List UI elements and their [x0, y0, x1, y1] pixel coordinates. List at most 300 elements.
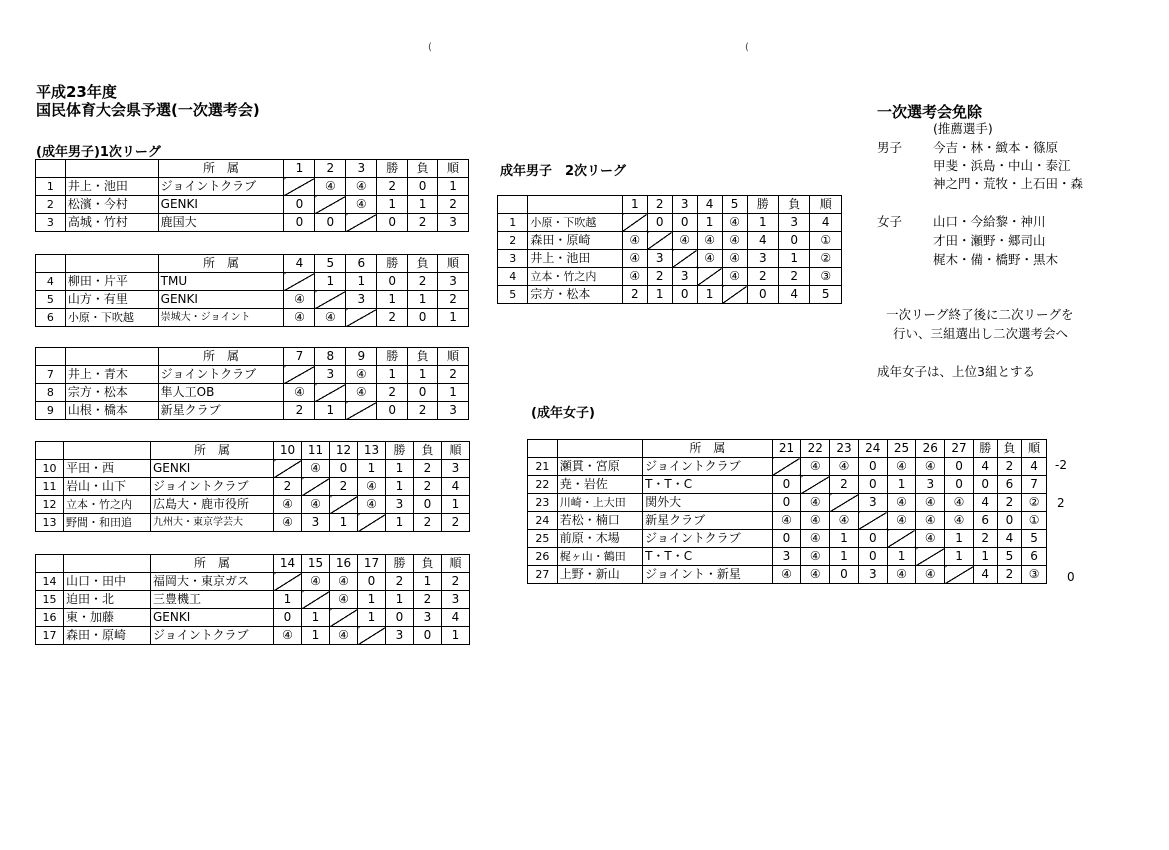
column-header: 勝 [377, 160, 408, 178]
table-row [36, 573, 470, 591]
column-header [36, 255, 66, 273]
score-cell: 1 [358, 460, 386, 478]
score-cell: 0 [647, 214, 672, 232]
club-name: 新星クラブ [643, 512, 772, 530]
diagonal-cell [647, 232, 672, 250]
losses-cell: 3 [779, 214, 810, 232]
diagonal-cell [622, 214, 647, 232]
rank-cell: 2 [438, 291, 469, 309]
club-name: 関外大 [643, 494, 772, 512]
entry-number: 10 [36, 460, 64, 478]
column-header: 順 [1022, 440, 1047, 458]
table-row [36, 366, 469, 384]
score-cell: ④ [887, 512, 916, 530]
score-cell: ④ [346, 178, 377, 196]
table-row [498, 268, 842, 286]
diagonal-cell [945, 566, 974, 584]
score-cell: 3 [647, 250, 672, 268]
entry-number: 26 [528, 548, 558, 566]
pair-name: 柳田・片平 [65, 273, 158, 291]
pair-name: 平田・西 [64, 460, 151, 478]
table-header-row [36, 442, 470, 460]
losses-cell: 5 [997, 548, 1022, 566]
diagonal-cell [315, 196, 346, 214]
column-header: 12 [330, 442, 358, 460]
losses-cell: 2 [997, 494, 1022, 512]
pair-name: 尭・岩佐 [557, 476, 642, 494]
wins-cell: 1 [386, 460, 414, 478]
exempt-men-label: 男子 [877, 140, 903, 155]
table-row [36, 196, 469, 214]
score-cell: 0 [772, 476, 801, 494]
score-cell: ④ [887, 566, 916, 584]
losses-cell: 3 [414, 609, 442, 627]
table-row [36, 496, 470, 514]
rank-cell: 1 [442, 627, 470, 645]
club-name: 九州大・東京学芸大 [151, 514, 274, 532]
wins-cell: 3 [386, 496, 414, 514]
column-header: 4 [697, 196, 722, 214]
wins-cell: 1 [386, 514, 414, 532]
wins-cell: 4 [973, 566, 997, 584]
second-league-table [497, 195, 842, 304]
column-header: 5 [722, 196, 747, 214]
diagonal-cell [346, 402, 377, 420]
column-header: 順 [438, 160, 469, 178]
score-cell: 2 [284, 402, 315, 420]
pair-name: 山根・橋本 [65, 402, 158, 420]
entry-number: 14 [36, 573, 64, 591]
score-cell: ④ [315, 309, 346, 327]
pair-name: 井上・池田 [528, 250, 622, 268]
score-cell: 0 [672, 214, 697, 232]
note-line: 行い、三組選出し二次選考会へ [893, 326, 1069, 341]
table-row [528, 512, 1047, 530]
entry-number: 12 [36, 496, 64, 514]
score-cell: ④ [801, 458, 830, 476]
wins-cell: 1 [747, 214, 778, 232]
diagonal-cell [284, 366, 315, 384]
losses-cell: 1 [408, 196, 438, 214]
wins-cell: 0 [747, 286, 778, 304]
score-cell: ④ [302, 460, 330, 478]
table-header-row [36, 348, 469, 366]
entry-number: 4 [498, 268, 528, 286]
score-cell: ④ [945, 512, 974, 530]
wins-cell: 0 [377, 273, 408, 291]
score-cell: ④ [722, 232, 747, 250]
pair-name: 井上・池田 [65, 178, 158, 196]
pair-name: 小原・下吹越 [65, 309, 158, 327]
pair-name: 高城・竹村 [65, 214, 158, 232]
score-cell: ④ [302, 496, 330, 514]
group-table-2 [35, 254, 469, 327]
exempt-women-line: 山口・今給黎・神川 [933, 214, 1046, 229]
score-cell: ④ [916, 494, 945, 512]
score-cell: ④ [284, 291, 315, 309]
rank-cell: 4 [810, 214, 842, 232]
diagonal-cell [887, 530, 916, 548]
score-cell: 0 [830, 566, 859, 584]
losses-cell: 2 [408, 273, 438, 291]
pair-name: 山方・有里 [65, 291, 158, 309]
column-header: 負 [414, 442, 442, 460]
column-header: 負 [408, 160, 438, 178]
diagonal-cell [672, 250, 697, 268]
column-header: 1 [622, 196, 647, 214]
losses-cell: 2 [414, 460, 442, 478]
wins-cell: 2 [386, 573, 414, 591]
score-cell: 3 [772, 548, 801, 566]
wins-cell: 6 [973, 512, 997, 530]
table-header-row [498, 196, 842, 214]
rank-cell: ① [1022, 512, 1047, 530]
club-name: ジョイント・新星 [643, 566, 772, 584]
score-cell: ④ [358, 496, 386, 514]
column-header: 負 [408, 255, 438, 273]
entry-number: 21 [528, 458, 558, 476]
score-cell: ④ [346, 196, 377, 214]
column-header [36, 348, 66, 366]
entry-number: 15 [36, 591, 64, 609]
score-cell: 1 [830, 548, 859, 566]
column-header [65, 348, 158, 366]
entry-number: 5 [498, 286, 528, 304]
column-header: 順 [442, 555, 470, 573]
rank-cell: 1 [438, 384, 469, 402]
diagonal-cell [858, 512, 887, 530]
men-second-league-label: 成年男子 2次リーグ [500, 164, 627, 179]
column-header [557, 440, 642, 458]
column-header: 4 [284, 255, 315, 273]
score-cell: 0 [284, 214, 315, 232]
score-cell: 3 [315, 366, 346, 384]
table-row [498, 214, 842, 232]
column-header: 勝 [377, 348, 408, 366]
diagonal-cell [315, 291, 346, 309]
pair-name: 山口・田中 [64, 573, 151, 591]
table-row [36, 273, 469, 291]
pair-name: 井上・青木 [65, 366, 158, 384]
losses-cell: 2 [997, 566, 1022, 584]
entry-number: 2 [498, 232, 528, 250]
score-cell: ④ [672, 232, 697, 250]
score-cell: 1 [346, 273, 377, 291]
table-row [528, 494, 1047, 512]
score-cell: 1 [358, 609, 386, 627]
group-table-4 [35, 441, 470, 532]
table-row [498, 250, 842, 268]
column-header: 順 [442, 442, 470, 460]
table-row [36, 214, 469, 232]
exempt-men-line: 神之門・荒牧・上石田・森 [933, 176, 1084, 191]
entry-number: 23 [528, 494, 558, 512]
score-cell: ④ [697, 232, 722, 250]
score-cell: 1 [315, 402, 346, 420]
score-cell: 1 [830, 530, 859, 548]
losses-cell: 0 [997, 512, 1022, 530]
column-header: 2 [315, 160, 346, 178]
losses-cell: 0 [414, 496, 442, 514]
table-header-row [36, 255, 469, 273]
diagonal-cell [274, 573, 302, 591]
rank-cell: 3 [438, 214, 469, 232]
score-cell: ④ [772, 566, 801, 584]
club-name: T・T・C [643, 476, 772, 494]
table-row [528, 530, 1047, 548]
table-row [528, 548, 1047, 566]
score-cell: ④ [622, 268, 647, 286]
diagonal-cell [772, 458, 801, 476]
score-cell: ④ [622, 232, 647, 250]
score-cell: 2 [647, 268, 672, 286]
losses-cell: 0 [408, 309, 438, 327]
score-cell: ④ [330, 627, 358, 645]
rank-cell: 5 [810, 286, 842, 304]
diagonal-cell [302, 478, 330, 496]
wins-cell: 0 [377, 214, 408, 232]
score-cell: ④ [830, 512, 859, 530]
column-header: 負 [414, 555, 442, 573]
club-name: 新星クラブ [158, 402, 284, 420]
club-name: GENKI [151, 609, 274, 627]
wins-cell: 2 [377, 178, 408, 196]
losses-cell: 2 [414, 514, 442, 532]
score-cell: ④ [801, 548, 830, 566]
table-row [528, 476, 1047, 494]
score-cell: 2 [330, 478, 358, 496]
diagonal-cell [302, 591, 330, 609]
table-row [36, 627, 470, 645]
wins-cell: 3 [386, 627, 414, 645]
rank-cell: 3 [438, 402, 469, 420]
score-cell: ④ [330, 573, 358, 591]
losses-cell: 4 [997, 530, 1022, 548]
diagonal-cell [916, 548, 945, 566]
pair-name: 梶ヶ山・鶴田 [557, 548, 642, 566]
table-row [36, 460, 470, 478]
score-cell: 1 [274, 591, 302, 609]
rank-cell: 6 [1022, 548, 1047, 566]
exempt-women-line: 才田・瀬野・郷司山 [933, 233, 1046, 248]
losses-cell: 2 [408, 214, 438, 232]
losses-cell: 6 [997, 476, 1022, 494]
score-cell: ④ [274, 496, 302, 514]
losses-cell: 0 [779, 232, 810, 250]
score-cell: ④ [945, 494, 974, 512]
column-header: 所 属 [643, 440, 772, 458]
group-table-1 [35, 159, 469, 232]
score-cell: 1 [697, 214, 722, 232]
score-cell: ④ [302, 573, 330, 591]
score-cell: ④ [722, 268, 747, 286]
wins-cell: 1 [377, 366, 408, 384]
table-row [36, 609, 470, 627]
entry-number: 7 [36, 366, 66, 384]
pair-name: 前原・木場 [557, 530, 642, 548]
score-cell: ④ [801, 512, 830, 530]
rank-cell: 3 [438, 273, 469, 291]
table-row [36, 514, 470, 532]
club-name: GENKI [158, 196, 284, 214]
diagonal-cell [722, 286, 747, 304]
table-row [36, 591, 470, 609]
score-cell: 0 [858, 548, 887, 566]
losses-cell: 2 [408, 402, 438, 420]
column-header [64, 442, 151, 460]
club-name: ジョイントクラブ [158, 366, 284, 384]
pair-name: 瀬貫・宮原 [557, 458, 642, 476]
exempt-women-line: 梶木・備・橋野・黒木 [933, 252, 1059, 267]
page-title: 国民体育大会県予選(一次選考会) [36, 101, 260, 119]
score-cell: ④ [887, 494, 916, 512]
wins-cell: 4 [747, 232, 778, 250]
column-header: 所 属 [158, 348, 284, 366]
note-line: 一次リーグ終了後に二次リーグを [886, 307, 1074, 322]
column-header: 23 [830, 440, 859, 458]
exempt-women-label: 女子 [877, 214, 903, 229]
table-row [36, 384, 469, 402]
column-header [36, 555, 64, 573]
losses-cell: 1 [414, 573, 442, 591]
score-cell: ④ [284, 384, 315, 402]
losses-cell: 0 [414, 627, 442, 645]
score-cell: 1 [330, 514, 358, 532]
club-name: 三豊機工 [151, 591, 274, 609]
score-cell: 1 [887, 548, 916, 566]
pair-name: 東・加藤 [64, 609, 151, 627]
club-name: 福岡大・東京ガス [151, 573, 274, 591]
score-cell: ④ [622, 250, 647, 268]
pair-name: 立本・竹之内 [528, 268, 622, 286]
column-header: 所 属 [158, 255, 284, 273]
score-cell: 1 [945, 530, 974, 548]
rank-cell: 1 [438, 178, 469, 196]
score-cell: ④ [315, 178, 346, 196]
table-header-row [36, 160, 469, 178]
page-title-year: 平成23年度 [36, 83, 117, 101]
entry-number: 1 [36, 178, 66, 196]
wins-cell: 4 [973, 494, 997, 512]
score-cell: 0 [945, 458, 974, 476]
score-cell: ④ [830, 458, 859, 476]
rank-cell: 3 [442, 591, 470, 609]
score-cell: 3 [916, 476, 945, 494]
score-cell: 0 [284, 196, 315, 214]
score-cell: 1 [302, 609, 330, 627]
column-header: 25 [887, 440, 916, 458]
diagonal-cell [284, 178, 315, 196]
table-row [36, 478, 470, 496]
table-row [528, 458, 1047, 476]
column-header: 10 [274, 442, 302, 460]
score-cell: 0 [858, 458, 887, 476]
rank-cell: 1 [438, 309, 469, 327]
rank-cell: 5 [1022, 530, 1047, 548]
entry-number: 16 [36, 609, 64, 627]
club-name: ジョイントクラブ [158, 178, 284, 196]
score-cell: ④ [330, 591, 358, 609]
club-name: ジョイントクラブ [643, 530, 772, 548]
losses-cell: 0 [408, 178, 438, 196]
column-header [528, 440, 558, 458]
wins-cell: 3 [747, 250, 778, 268]
entry-number: 9 [36, 402, 66, 420]
column-header: 負 [779, 196, 810, 214]
column-header: 11 [302, 442, 330, 460]
score-cell: 3 [302, 514, 330, 532]
score-cell: ④ [801, 530, 830, 548]
diagonal-cell [346, 309, 377, 327]
column-header: 負 [997, 440, 1022, 458]
club-name: GENKI [158, 291, 284, 309]
score-cell: ④ [916, 512, 945, 530]
diagonal-cell [274, 460, 302, 478]
rank-cell: 4 [1022, 458, 1047, 476]
score-cell: 0 [945, 476, 974, 494]
losses-cell: 1 [408, 291, 438, 309]
column-header: 14 [274, 555, 302, 573]
score-cell: 2 [830, 476, 859, 494]
column-header: 15 [302, 555, 330, 573]
rank-cell: 4 [442, 478, 470, 496]
losses-cell: 2 [779, 268, 810, 286]
score-cell: ④ [358, 478, 386, 496]
score-cell: ④ [722, 250, 747, 268]
score-cell: 2 [622, 286, 647, 304]
entry-number: 5 [36, 291, 66, 309]
entry-number: 22 [528, 476, 558, 494]
score-cell: ④ [274, 627, 302, 645]
column-header: 24 [858, 440, 887, 458]
scan-mark: ( [428, 42, 432, 53]
side-mark-21: -2 [1055, 458, 1067, 472]
score-cell: 3 [672, 268, 697, 286]
column-header: 順 [810, 196, 842, 214]
side-mark-27: 0 [1067, 570, 1075, 584]
score-cell: 0 [858, 476, 887, 494]
score-cell: ④ [274, 514, 302, 532]
column-header [65, 160, 158, 178]
pair-name: 迫田・北 [64, 591, 151, 609]
column-header [64, 555, 151, 573]
group-table-5 [35, 554, 470, 645]
wins-cell: 1 [973, 548, 997, 566]
score-cell: ④ [887, 458, 916, 476]
table-row [36, 291, 469, 309]
rank-cell: ② [810, 250, 842, 268]
pair-name: 若松・楠口 [557, 512, 642, 530]
column-header: 2 [647, 196, 672, 214]
column-header [65, 255, 158, 273]
column-header [36, 442, 64, 460]
table-row [498, 232, 842, 250]
score-cell: ④ [916, 530, 945, 548]
column-header: 5 [315, 255, 346, 273]
entry-number: 11 [36, 478, 64, 496]
score-cell: 0 [772, 494, 801, 512]
losses-cell: 2 [997, 458, 1022, 476]
column-header: 勝 [973, 440, 997, 458]
diagonal-cell [801, 476, 830, 494]
club-name: GENKI [151, 460, 274, 478]
column-header: 所 属 [151, 555, 274, 573]
score-cell: 1 [315, 273, 346, 291]
column-header [36, 160, 66, 178]
wins-cell: 4 [973, 458, 997, 476]
table-header-row [528, 440, 1047, 458]
column-header: 6 [346, 255, 377, 273]
